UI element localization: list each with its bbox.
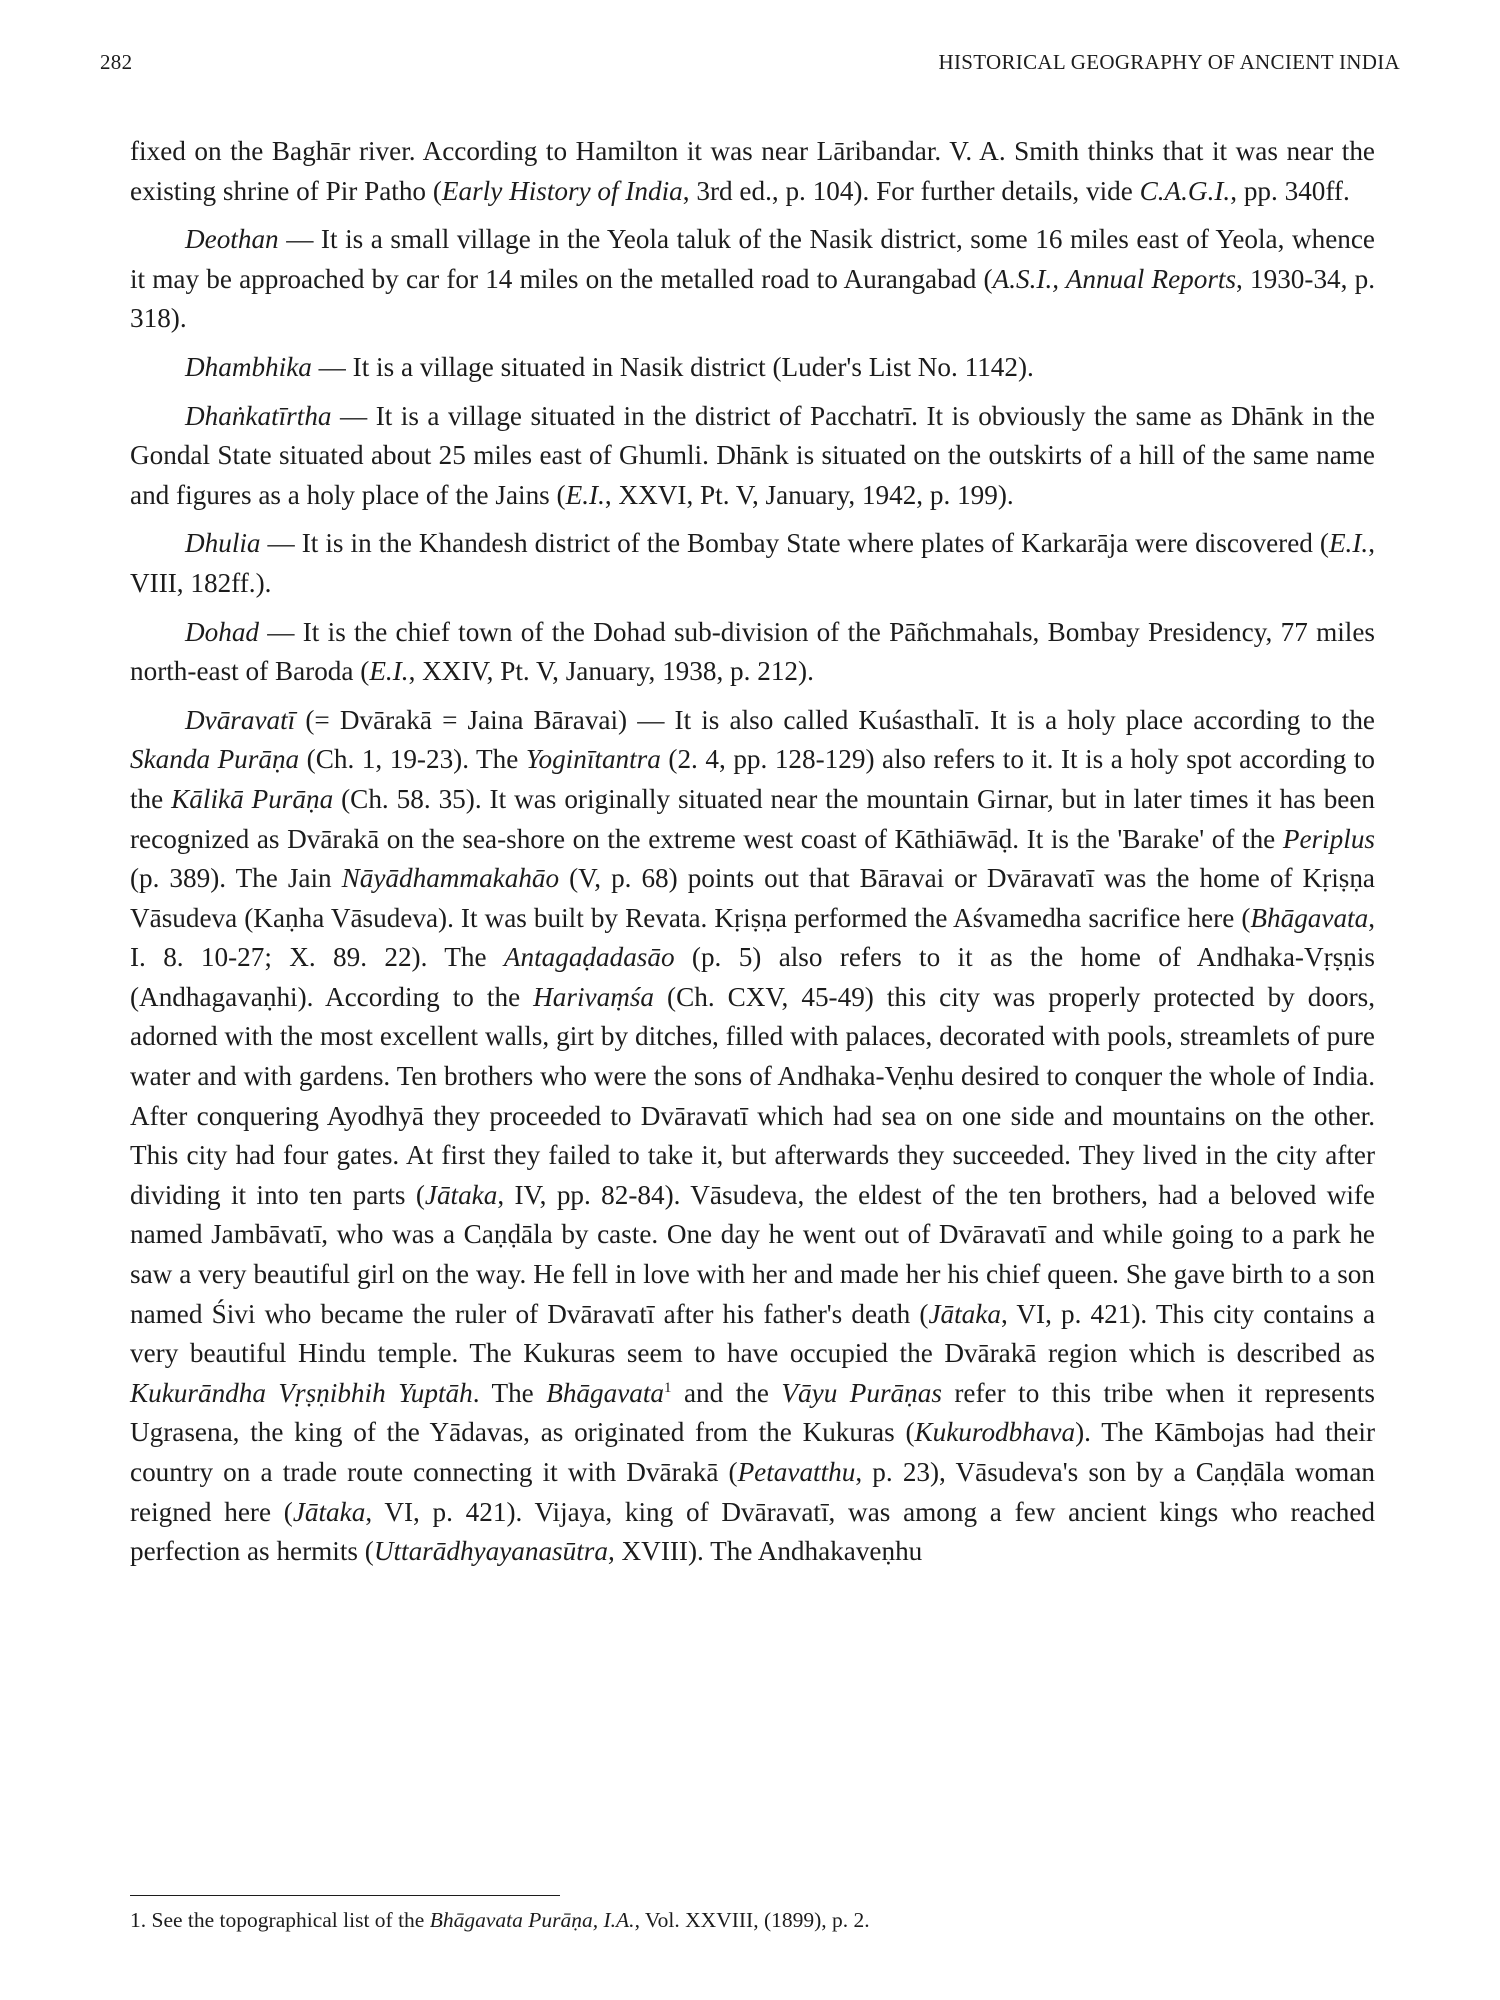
entry-dhulia: Dhulia — It is in the Khandesh district of the Bombay State where plates of Karkarāja were discovered (E.I., VIII, 182ff.). <box>130 528 1375 598</box>
entry-dohad: Dohad — It is the chief town of the Dohad sub-division of the Pāñchmahals, Bombay Presidency, 77 miles north-east of Baroda (E.I., XXIV, Pt. V, January, 1938, p. 212). <box>130 616 1375 687</box>
footnote-marker: 1 <box>664 1379 672 1396</box>
entry-term: Dhambhika <box>185 351 312 382</box>
footnote: 1. See the topographical list of the Bhāgavata Purāṇa, I.A., Vol. XXVIII, (1899), p. 2. <box>130 1908 870 1932</box>
entry-term: Dhaṅkatīrtha <box>185 400 332 431</box>
page-body <box>130 132 1375 1581</box>
entry-dvaravati: Dvāravatī (= Dvārakā = Jaina Bāravai) — It is also called Kuśasthalī. It is a holy place according to the Skanda Purāṇa (Ch. 1, 19-23). The Yoginītantra (2. 4, pp. 128-129) also refers to it. It is a holy spot according to the Kālikā Purāṇa (Ch. 58. 35). It was originally situated near the mountain Girnar, but in later times it has been recognized as Dvārakā on the sea-shore on the extreme west coast of Kāthiāwāḍ. It is the 'Barake' of the Periplus (p. 389). The Jain Nāyādhammakahāo (V, p. 68) points out that Bāravai or Dvāravatī was the home of Kṛiṣṇa Vāsudeva (Kaṇha Vāsudeva). It was built by Revata. Kṛiṣṇa performed the Aśvamedha sacrifice here (Bhāgavata, I. 8. 10-27; X. 89. 22). The Antagaḍadasāo (p. 5) also refers to it as the home of Andhaka-Vṛṣṇis (Andhagavaṇhi). According to the Harivaṃśa (Ch. CXV, 45-49) this city was properly protected by doors, adorned with the most excellent walls, girt by ditches, filled with palaces, decorated with pools, streamlets of pure water and with gardens. Ten brothers who were the sons of Andhaka-Veṇhu desired to conquer the whole of India. After conquering Ayodhyā they proceeded to Dvāravatī which had sea on one side and mountains on the other. This city had four gates. At first they failed to take it, but afterwards they succeeded. They lived in the city after dividing it into ten parts (Jātaka, IV, pp. 82-84). Vāsudeva, the eldest of the ten brothers, had a beloved wife named Jambāvatī, who was a Caṇḍāla by caste. One day he went out of Dvāravatī and while going to a park he saw a very beautiful girl on the way. He fell in love with her and made her his chief queen. She gave birth to a son named Śivi who became the ruler of Dvāravatī after his father's death (Jātaka, VI, p. 421). This city contains a very beautiful Hindu temple. The Kukuras seem to have occupied the Dvārakā region which is described as Kukurāndha Vṛṣṇibhih Yuptāh. The Bhāgavata$^1$ and the Vāyu Purāṇas refer to this tribe when it represents Ugrasena, the king of the Yādavas, as originated from the Kukuras (Kukurodbhava). The Kāmbojas had their country on a trade route connecting it with Dvārakā (Petavatthu, p. 23), Vāsudeva's son by a Caṇḍāla woman reigned here (Jātaka, VI, p. 421). Vijaya, king of Dvāravatī, was among a few ancient kings who reached perfection as hermits (Uttarādhyayanasūtra, XVIII). The Andhakaveṇhu <box>130 704 1376 1567</box>
footnote-divider <box>130 1895 560 1896</box>
continued-paragraph: fixed on the Baghār river. According to Hamilton it was near Lāribandar. V. A. Smith thinks that it was near the existing shrine of Pir Patho (Early History of India, 3rd ed., p. 104). For further details, vide C.A.G.I., pp. 340ff. <box>130 136 1375 206</box>
entry-term: Dvāravatī <box>185 704 296 735</box>
entry-dhambhika: Dhambhika — It is a village situated in Nasik district (Luder's List No. 1142). <box>185 351 1034 382</box>
page-number: 282 <box>100 50 133 74</box>
entry-term: Dohad <box>185 616 260 647</box>
entry-term: Deothan <box>185 224 279 255</box>
entry-dhankatirtha: Dhaṅkatīrtha — It is a village situated in the district of Pacchatrī. It is obviously the same as Dhānk in the Gondal State situated about 25 miles east of Ghumli. Dhānk is situated on the outskirts of a hill of the same name and figures as a holy place of the Jains (E.I., XXVI, Pt. V, January, 1942, p. 199). <box>130 400 1375 510</box>
running-title: HISTORICAL GEOGRAPHY OF ANCIENT INDIA <box>938 50 1400 74</box>
entry-deothan: Deothan — It is a small village in the Yeola taluk of the Nasik district, some 16 miles east of Yeola, whence it may be approached by car for 14 miles on the metalled road to Aurangabad (A.S.I., Annual Reports, 1930-34, p. 318). <box>130 224 1376 334</box>
running-header <box>100 50 1400 75</box>
entry-term: Dhulia <box>185 528 261 559</box>
